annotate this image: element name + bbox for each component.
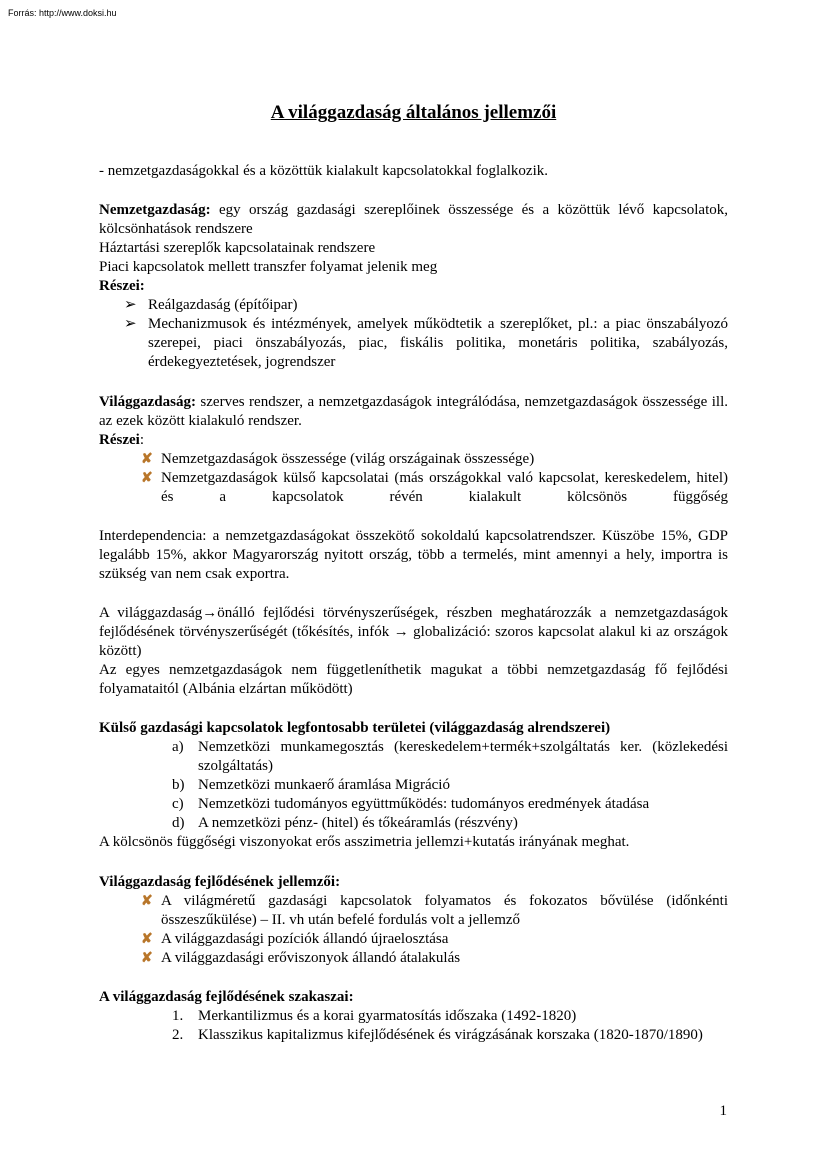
list-marker: 2.: [172, 1027, 184, 1043]
nemzetgazdasag-term: Nemzetgazdaság:: [99, 202, 211, 218]
paragraph-a: A világgazdaság→önálló fejlődési törvényszerűségek, részben meghatározzák a nemzetgazdaságok fejlődésének törvényszerűségét (tőkésítés, infók → globalizáció: szoros kapcsolat alakul ki az országok között): [99, 605, 728, 659]
list-item-text: A világgazdasági erőviszonyok állandó átalakulás: [161, 950, 461, 966]
interdependencia-paragraph: [99, 527, 728, 584]
cross-bullet-icon: ✘: [141, 932, 153, 947]
paragraph-b: Az egyes nemzetgazdaságok nem függetleníthetik magukat a többi nemzetgazdaság fő fejlődési folyamataitól (Albánia elzártan működött): [99, 662, 728, 697]
list-marker: d): [172, 815, 185, 831]
list-item-text: Nemzetközi munkamegosztás (kereskedelem+termék+szolgáltatás ker. (közlekedési szolgáltatás): [198, 739, 728, 774]
list-marker: b): [172, 777, 185, 793]
page-title: A világgazdaság általános jellemzői: [270, 102, 557, 123]
list-item: [99, 814, 728, 833]
vilaggazdasag-parts-label: Részei: [99, 432, 140, 448]
list-item: [99, 795, 728, 814]
list-marker: a): [172, 739, 184, 755]
list-marker: c): [172, 796, 184, 812]
interdependencia-text: Interdependencia: a nemzetgazdaságokat összekötő sokoldalú kapcsolatrendszer. Küszöbe 15%, GDP legalább 15%, akkor Magyarország nyitott ország, több a termelés, mint amennyi a hely, importra is szükség van nem csak exportra.: [99, 528, 728, 582]
list-item: [99, 892, 728, 930]
list-item: [99, 296, 728, 315]
source-watermark: Forrás: http://www.doksi.hu: [8, 8, 117, 18]
vilaggazdasag-definition: szerves rendszer, a nemzetgazdaságok integrálódása, nemzetgazdaságok összessége ill. az ezek között kialakuló rendszer.: [99, 394, 728, 429]
list-item-text: A világméretű gazdasági kapcsolatok folyamatos és fokozatos bővülése (időnkénti összeszűkülése) – II. vh után befelé fordulás volt a jellemző: [161, 893, 728, 928]
list-item: [99, 930, 728, 949]
list-item-text: Nemzetgazdaságok összessége (világ országainak összessége): [161, 451, 535, 467]
list-item-text: Reálgazdaság (építőipar): [148, 297, 298, 313]
cross-bullet-icon: ✘: [141, 471, 153, 486]
list-marker: 1.: [172, 1008, 184, 1024]
vilaggazdasag-section: [99, 393, 728, 507]
kulso-heading: Külső gazdasági kapcsolatok legfontosabb területei (világgazdaság alrendszerei): [99, 720, 611, 736]
intro-text: - nemzetgazdaságokkal és a közöttük kialakult kapcsolatokkal foglalkozik.: [99, 163, 549, 179]
list-item: [99, 315, 728, 372]
arrow-bullet-icon: ➢: [124, 316, 137, 332]
cross-bullet-icon: ✘: [141, 452, 153, 467]
list-item: [99, 1026, 728, 1045]
arrow-bullet-icon: ➢: [124, 297, 137, 313]
kulso-section: [99, 719, 728, 852]
szakaszok-section: [99, 988, 728, 1045]
cross-bullet-icon: ✘: [141, 894, 153, 909]
nemzetgazdasag-line3: Piaci kapcsolatok mellett transzfer folyamat jelenik meg: [99, 259, 438, 275]
intro-paragraph: [99, 162, 728, 181]
list-item: [99, 450, 728, 469]
nemzetgazdasag-parts-label: Részei:: [99, 278, 145, 294]
list-item: [99, 738, 728, 776]
list-item: [99, 949, 728, 968]
fejlodes-jellemzoi-section: [99, 873, 728, 968]
list-item-text: A nemzetközi pénz- (hitel) és tőkeáramlás (részvény): [198, 815, 518, 831]
list-item-text: Nemzetközi munkaerő áramlása Migráció: [198, 777, 450, 793]
list-item: [99, 469, 728, 507]
fejlodes-paragraphs: [99, 604, 728, 699]
list-item: [99, 776, 728, 795]
list-item-text: Klasszikus kapitalizmus kifejlődésének és virágzásának korszaka (1820-1870/1890): [198, 1027, 703, 1043]
list-item-text: Nemzetközi tudományos együttműködés: tudományos eredmények átadása: [198, 796, 650, 812]
nemzetgazdasag-definition: egy ország gazdasági szereplőinek összessége és a közöttük lévő kapcsolatok, kölcsönhatások rendszere: [99, 202, 728, 237]
cross-bullet-icon: ✘: [141, 951, 153, 966]
szakaszok-heading: A világgazdaság fejlődésének szakaszai:: [99, 989, 354, 1005]
vilaggazdasag-term: Világgazdaság:: [99, 394, 196, 410]
list-item-text: Mechanizmusok és intézmények, amelyek működtetik a szereplőket, pl.: a piac önszabályozó szerepei, piaci önszabályozás, piac, fiskális politika, monetáris politika, szabályozás, érdekegyeztetések, jogrendszer: [148, 316, 728, 370]
list-item-text: A világgazdasági pozíciók állandó újraelosztása: [161, 931, 449, 947]
parts-colon: :: [139, 432, 144, 448]
kulso-after-text: A kölcsönös függőségi viszonyokat erős asszimetria jellemzi+kutatás irányának meghat.: [99, 834, 630, 850]
nemzetgazdasag-line2: Háztartási szereplők kapcsolatainak rendszere: [99, 240, 376, 256]
nemzetgazdasag-section: [99, 201, 728, 372]
page-number: 1: [719, 1103, 727, 1119]
list-item-text: Merkantilizmus és a korai gyarmatosítás időszaka (1492-1820): [198, 1008, 577, 1024]
list-item: [99, 1007, 728, 1026]
list-item-text: Nemzetgazdaságok külső kapcsolatai (más országokkal való kapcsolat, kereskedelem, hitel) és a kapcsolatok révén kialakult kölcsönös függőség: [161, 470, 728, 505]
fejlodes-heading: Világgazdaság fejlődésének jellemzői:: [99, 874, 341, 890]
